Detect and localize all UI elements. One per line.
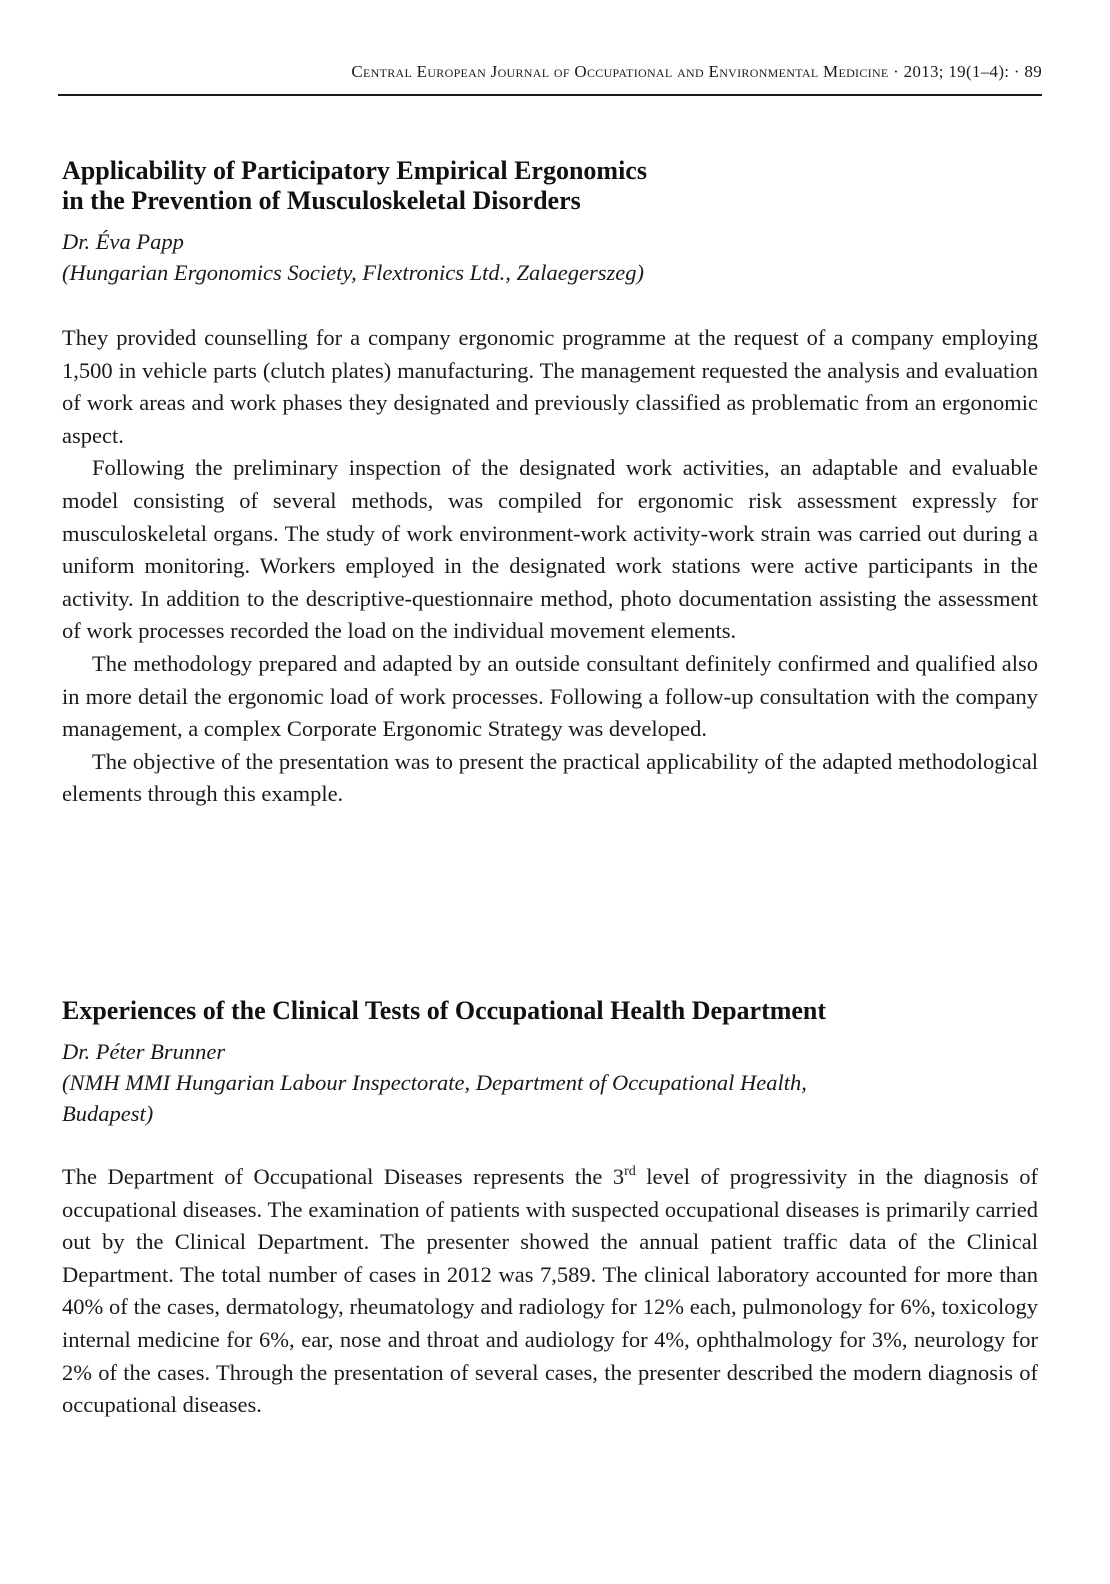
author-affiliation-line-1: (NMH MMI Hungarian Labour Inspectorate, Department of Occupational Health, — [62, 1070, 807, 1095]
body-paragraph: The objective of the presentation was to present the practical applicability of the adapted methodological elements through this example. — [62, 748, 1038, 807]
article-body — [62, 322, 1038, 811]
text-run: level of progressivity in the diagnosis of occupational diseases. The examination of patients with suspected occupational diseases is primarily carried out by the Clinical Department. The presenter showed the annual patient traffic data of the Clinical Department. The total number of cases in 2012 was 7,589. The clinical laboratory accounted for more than 40% of the cases, dermatology, rheumatology and radiology for 12% each, pulmonology for 6%, toxicology internal medicine for 6%, ear, nose and throat and audiology for 4%, ophthalmology for 3%, neurology for 2% of the cases. Through the presentation of several cases, the presenter described the modern diagnosis of occupational diseases. — [62, 1164, 1038, 1418]
body-paragraph — [62, 1161, 1038, 1422]
article-body — [62, 1161, 1038, 1422]
byline — [62, 1036, 1038, 1129]
author-affiliation: (Hungarian Ergonomics Society, Flextronics Ltd., Zalaegerszeg) — [62, 260, 645, 285]
article-ergonomics — [62, 156, 1038, 811]
header-rule — [58, 94, 1042, 96]
author-affiliation-line-2: Budapest) — [62, 1101, 154, 1126]
body-paragraph: The methodology prepared and adapted by an outside consultant definitely confirmed and qualified also in more detail the ergonomic load of work processes. Following a follow-up consultation with the company management, a complex Corporate Ergonomic Strategy was developed. — [62, 650, 1038, 742]
article-title-line-2: in the Prevention of Musculoskeletal Disorders — [62, 186, 581, 215]
article-title — [62, 156, 1038, 216]
body-paragraph: Following the preliminary inspection of the designated work activities, an adaptable and evaluable model consisting of several methods, was compiled for ergonomic risk assessment expressly for musculoskeletal organs. The study of work environment-work activity-work strain was carried out during a uniform monitoring. Workers employed in the designated work stations were active participants in the activity. In addition to the descriptive-questionnaire method, photo documentation assisting the assessment of work processes recorded the load on the individual movement elements. — [62, 455, 1038, 644]
running-head: Central European Journal of Occupational and Environmental Medicine · 2013; 19(1–4): · 89 — [351, 62, 1042, 81]
article-title: Experiences of the Clinical Tests of Occupational Health Department — [62, 996, 827, 1025]
author-name: Dr. Éva Papp — [62, 229, 184, 254]
text-run: The Department of Occupational Diseases represents the 3 — [62, 1164, 625, 1189]
ordinal-suffix: rd — [624, 1164, 636, 1179]
byline — [62, 226, 1038, 288]
article-clinical-tests — [62, 996, 1038, 1422]
author-name: Dr. Péter Brunner — [62, 1039, 226, 1064]
body-paragraph: They provided counselling for a company ergonomic programme at the request of a company employing 1,500 in vehicle parts (clutch plates) manufacturing. The management requested the analysis and evaluation of work areas and work phases they designated and previously classified as problematic from an ergonomic aspect. — [62, 325, 1038, 448]
article-title-line-1: Applicability of Participatory Empirical Ergonomics — [62, 156, 647, 185]
